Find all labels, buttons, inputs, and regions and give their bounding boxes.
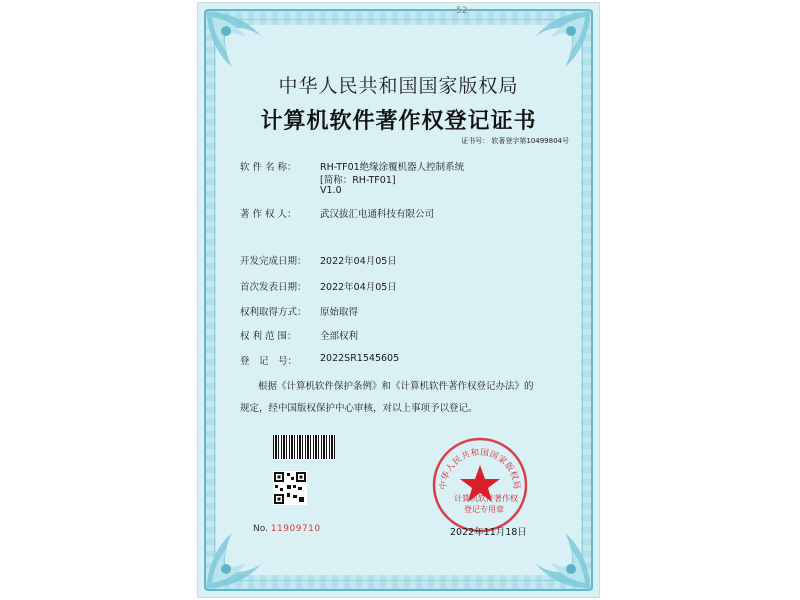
issuer-title: 中华人民共和国国家版权局 bbox=[278, 75, 519, 97]
field-value: 2022年04月05日 bbox=[320, 256, 397, 267]
field-first-publish-date bbox=[240, 279, 397, 293]
seal-arc-text: 中华人民共和国国家版权局 bbox=[438, 447, 522, 491]
serial-prefix: No. bbox=[253, 524, 268, 534]
software-short-name: [简称：RH-TF01] bbox=[320, 175, 396, 186]
field-label: 权 利 范 围： bbox=[240, 331, 297, 342]
serial-number bbox=[253, 524, 321, 534]
handwritten-mark: 52 bbox=[456, 6, 468, 16]
field-rights-scope bbox=[240, 328, 359, 342]
field-value: 2022年04月05日 bbox=[320, 282, 397, 293]
field-value: RH-TF01绝缘涂覆机器人控制系统 bbox=[320, 162, 465, 173]
qr-code-icon bbox=[273, 471, 307, 505]
issue-date: 2022年11月18日 bbox=[450, 527, 527, 538]
statement-line-2: 规定，经中国版权保护中心审核，对以上事项予以登记。 bbox=[240, 403, 478, 414]
serial-value: 11909710 bbox=[270, 524, 321, 534]
field-value: 武汉拔汇电通科技有限公司 bbox=[320, 209, 435, 220]
field-label: 登 记 号： bbox=[240, 356, 298, 367]
official-seal-icon bbox=[430, 435, 530, 535]
seal-line-2: 登记专用章 bbox=[464, 505, 504, 514]
field-label: 权利取得方式： bbox=[240, 307, 307, 318]
field-registration-number bbox=[240, 353, 400, 367]
field-label: 软 件 名 称： bbox=[240, 162, 297, 173]
software-version: V1.0 bbox=[320, 185, 342, 196]
statement-paragraph bbox=[240, 376, 569, 420]
field-software-name bbox=[240, 159, 465, 173]
certificate-number: 证书号： 软著登字第10499804号 bbox=[461, 137, 569, 145]
field-label: 首次发表日期： bbox=[240, 282, 307, 293]
barcode-icon bbox=[273, 435, 335, 459]
field-value: 全部权利 bbox=[320, 331, 359, 342]
field-label: 开发完成日期： bbox=[240, 256, 307, 267]
field-acquisition-method bbox=[240, 304, 359, 318]
field-copyright-owner bbox=[240, 206, 435, 220]
field-completion-date bbox=[240, 253, 397, 267]
field-value: 原始取得 bbox=[320, 307, 359, 318]
field-value: 2022SR1545605 bbox=[320, 353, 400, 364]
statement-line-1: 根据《计算机软件保护条例》和《计算机软件著作权登记办法》的 bbox=[258, 381, 534, 392]
certificate bbox=[198, 3, 599, 597]
seal-line-1: 计算机软件著作权 bbox=[454, 494, 518, 503]
certificate-title: 计算机软件著作权登记证书 bbox=[260, 108, 537, 134]
corner-ornament-icon bbox=[202, 7, 272, 77]
corner-ornament-icon bbox=[525, 7, 595, 77]
corner-ornament-icon bbox=[525, 523, 595, 593]
field-label: 著 作 权 人： bbox=[240, 209, 297, 220]
